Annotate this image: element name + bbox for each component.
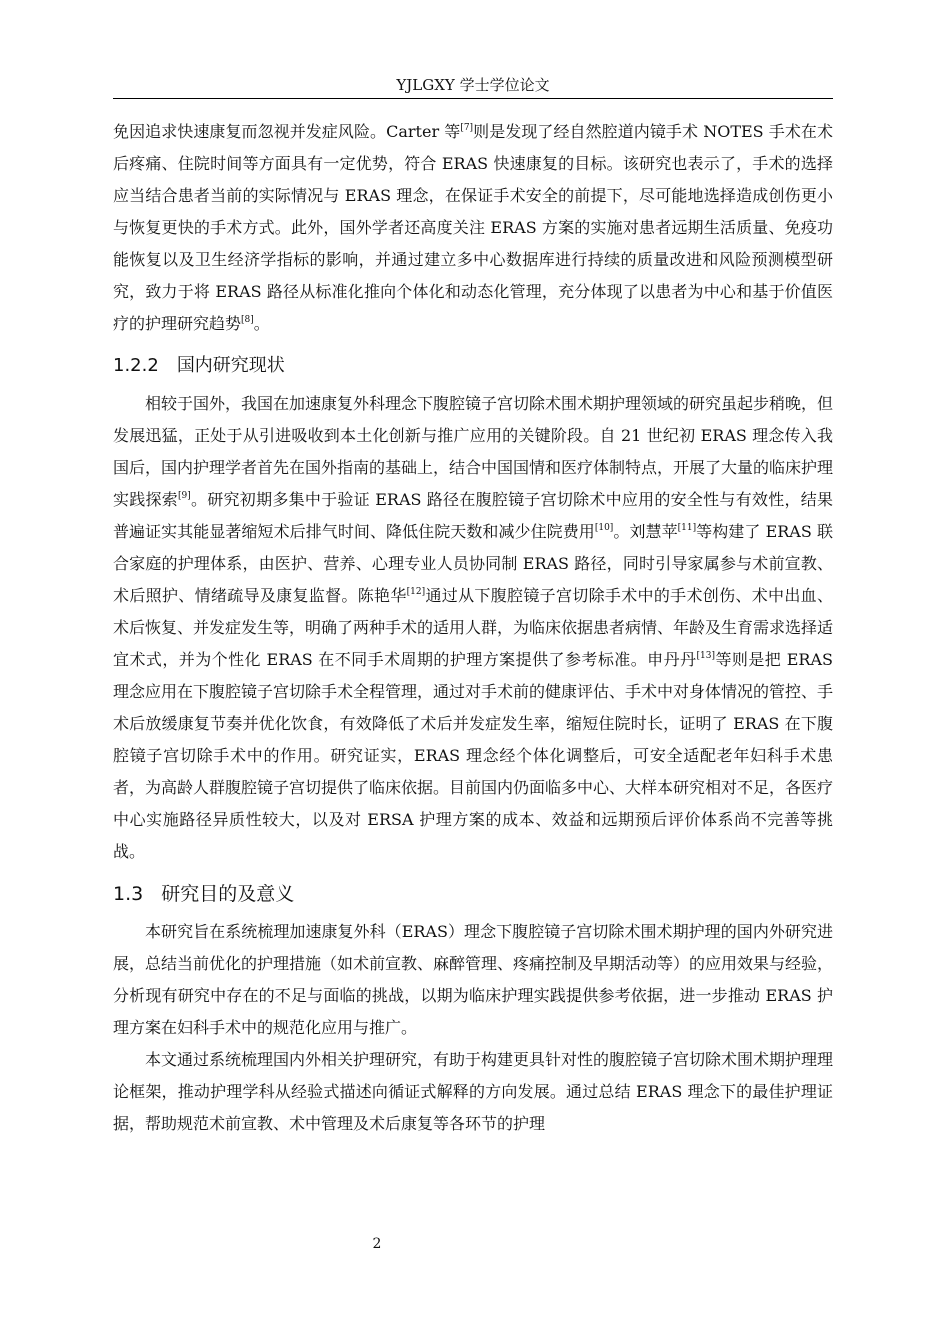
citation: [10] <box>594 523 614 533</box>
paragraph-research-purpose: 本研究旨在系统梳理加速康复外科（ERAS）理念下腹腔镜子宫切除术围术期护理的国内外研究进展，总结当前优化的护理措施（如术前宣教、麻醉管理、疼痛控制及早期活动等）的应用效果与经验，分析现有研究中存在的不足与面临的挑战，以期为临床护理实践提供参考依据，进一步推动 ERAS 护理方案在妇科手术中的规范化应用与推广。 <box>113 922 834 1037</box>
citation: [12] <box>406 587 426 597</box>
section-heading-1-2-2: 1.2.2 国内研究现状 <box>113 355 285 376</box>
citation: [7] <box>460 123 474 133</box>
running-header: YJLGXY 学士学位论文 <box>396 76 550 94</box>
paragraph-domestic-research: 相较于国外，我国在加速康复外科理念下腹腔镜子宫切除术围术期护理领域的研究虽起步稍晚，但发展迅猛，正处于从引进吸收到本土化创新与推广应用的关键阶段。自 21 世纪初 ERAS 理念传入我国后，国内护理学者首先在国外指南的基础上，结合中国国情和医疗体制特点，开展了大量的临床护理实践探索[9]。研究初期多集中于验证 ERAS 路径在腹腔镜子宫切除术中应用的安全性与有效性，结果普遍证实其能显著缩短术后排气时间、降低住院天数和减少住院费用[10]。刘慧苹[11]等构建了 ERAS 联合家庭的护理体系，由医护、营养、心理专业人员协同制 ERAS 路径，同时引导家属参与术前宣教、术后照护、情绪疏导及康复监督。陈艳华[12]通过从下腹腔镜子宫切除手术中的手术创伤、术中出血、术后恢复、并发症发生等，明确了两种手术的适用人群，为临床依据患者病情、年龄及生育需求选择适宜术式，并为个性化 ERAS 在不同手术周期的护理方案提供了参考标准。申丹丹[13]等则是把 ERAS 理念应用在下腹腔镜子宫切除手术全程管理，通过对手术前的健康评估、手术中对身体情况的管控、手术后放缓康复节奏并优化饮食，有效降低了术后并发症发生率，缩短住院时长，证明了 ERAS 在下腹腔镜子宫切除手术中的作用。研究证实，ERAS 理念经个体化调整后，可安全适配老年妇科手术患者，为高龄人群腹腔镜子宫切提供了临床依据。目前国内仍面临多中心、大样本研究相对不足，各医疗中心实施路径异质性较大，以及对 ERSA 护理方案的成本、效益和远期预后评价体系尚不完善等挑战。 <box>113 394 834 861</box>
paragraph-foreign-research-end: 免因追求快速康复而忽视并发症风险。Carter 等[7]则是发现了经自然腔道内镜手术 NOTES 手术在术后疼痛、住院时间等方面具有一定优势，符合 ERAS 快速康复的目标。该研究也表示了，手术的选择应当结合患者当前的实际情况与 ERAS 理念，在保证手术安全的前提下，尽可能地选择造成创伤更小与恢复更快的手术方式。此外，国外学者还高度关注 ERAS 方案的实施对患者远期生活质量、免疫功能恢复以及卫生经济学指标的影响，并通过建立多中心数据库进行持续的质量改进和风险预测模型研究，致力于将 ERAS 路径从标准化推向个体化和动态化管理，充分体现了以患者为中心和基于价值医疗的护理研究趋势[8]。 <box>113 122 833 333</box>
paragraph-research-significance: 本文通过系统梳理国内外相关护理研究，有助于构建更具针对性的腹腔镜子宫切除术围术期护理理论框架，推动护理学科从经验式描述向循证式解释的方向发展。通过总结 ERAS 理念下的最佳护理证据，帮助规范术前宣教、术中管理及术后康复等各环节的护理 <box>113 1050 834 1133</box>
citation: [11] <box>677 523 697 533</box>
citation: [9] <box>178 491 191 501</box>
page-body <box>113 116 833 1140</box>
header-rule <box>113 98 833 99</box>
citation: [13] <box>696 651 715 661</box>
page-number: 2 <box>372 1236 382 1252</box>
section-heading-1-3: 1.3 研究目的及意义 <box>113 883 295 905</box>
citation: [8] <box>241 315 254 325</box>
